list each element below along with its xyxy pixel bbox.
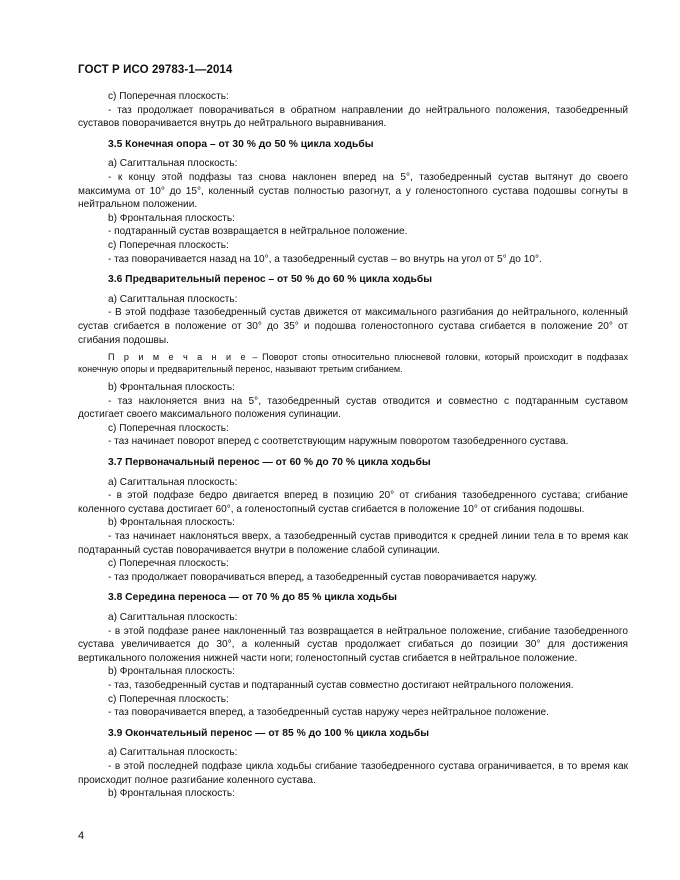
paragraph: b) Фронтальная плоскость: xyxy=(108,517,235,529)
paragraph: b) Фронтальная плоскость: xyxy=(108,666,235,678)
paragraph: - в этой подфазе бедро двигается вперед в позицию 20° от сгибания тазобедренного сустава; сгибание коленного сустава достигает 60°, а голеностопный сустав сгибается в положение 10° от сгибания подошвы. xyxy=(78,490,628,515)
paragraph: c) Поперечная плоскость: xyxy=(108,693,229,705)
note-text: – Поворот стопы относительно плюсневой головки, который происходит в подфазах конечную опоры и предварительный перенос, называют третьим сгибанием. xyxy=(78,352,628,375)
paragraph: а) Сагиттальная плоскость: xyxy=(108,158,238,170)
section-heading: 3.9 Окончательный перенос — от 85 % до 100 % цикла ходьбы xyxy=(108,727,430,739)
paragraph: а) Сагиттальная плоскость: xyxy=(108,747,238,759)
paragraph: - таз, тазобедренный сустав и подтаранный сустав совместно достигают нейтрального положения. xyxy=(108,679,574,691)
document-header: ГОСТ Р ИСО 29783-1—2014 xyxy=(78,64,233,76)
section-heading: 3.5 Конечная опора – от 30 % до 50 % цикла ходьбы xyxy=(108,138,374,150)
note-label: П р и м е ч а н и е xyxy=(108,352,248,363)
paragraph: - таз поворачивается назад на 10°, а тазобедренный сустав – во внутрь на угол от 5° до 10°. xyxy=(108,253,542,265)
page-number: 4 xyxy=(78,830,85,842)
paragraph: - таз начинает наклоняться вверх, а тазобедренный сустав приводится к средней линии тела в то время как подтаранный сустав поворачивается внутри в положение слабой супинации. xyxy=(78,531,628,556)
paragraph: b) Фронтальная плоскость: xyxy=(108,788,235,800)
paragraph: - к концу этой подфазы таз снова наклонен вперед на 5°, тазобедренный сустав вытянут до своего максимума от 10° до 15°, коленный сустав полностью разогнут, а у голеностопного сустава подошвы согнуты в нейтральном положении. xyxy=(78,171,628,211)
paragraph: c) Поперечная плоскость: xyxy=(108,239,229,251)
paragraph: b) Фронтальная плоскость: xyxy=(108,212,235,224)
paragraph: b) Фронтальная плоскость: xyxy=(108,382,235,394)
paragraph: - таз наклоняется вниз на 5°, тазобедренный сустав отводится и совместно с подтаранным суставом достигает своего максимального положения супинации. xyxy=(78,395,628,421)
note-paragraph xyxy=(78,351,628,375)
paragraph: c) Поперечная плоскость: xyxy=(108,422,229,434)
paragraph: - таз начинает поворот вперед с соответствующим наружным поворотом тазобедренного сустава. xyxy=(108,436,569,448)
paragraph: c) Поперечная плоскость: xyxy=(108,91,229,102)
section-heading: 3.7 Первоначальный перенос — от 60 % до 70 % цикла ходьбы xyxy=(108,457,431,469)
paragraph: - в этой последней подфазе цикла ходьбы сгибание тазобедренного сустава ограничивается, в то время как происходит полное разгибание коленного сустава. xyxy=(78,760,628,786)
document-body xyxy=(78,90,628,801)
paragraph: - таз продолжает поворачиваться вперед, а тазобедренный сустав поворачивается наружу. xyxy=(108,571,538,583)
paragraph: а) Сагиттальная плоскость: xyxy=(108,612,238,623)
section-heading: 3.6 Предварительный перенос – от 50 % до 60 % цикла ходьбы xyxy=(108,274,433,286)
paragraph: - В этой подфазе тазобедренный сустав движется от максимального разгибания до нейтрального, коленный сустав сгибается в положение от 30° до 35° и подошва голеностопного сустава сгибается в положение 20° от сгибания подошвы. xyxy=(78,307,628,346)
paragraph: - таз продолжает поворачиваться в обратном направлении до нейтрального положения, тазобедренный суставов поворачивается внутрь до нейтрального выравнивания. xyxy=(78,104,628,130)
paragraph: - подтаранный сустав возвращается в нейтральное положение. xyxy=(108,226,408,238)
paragraph: - таз поворачивается вперед, а тазобедренный сустав наружу через нейтральное положение. xyxy=(108,707,549,719)
paragraph: а) Сагиттальная плоскость: xyxy=(108,293,238,305)
paragraph: c) Поперечная плоскость: xyxy=(108,558,229,570)
paragraph: - в этой подфазе ранее наклоненный таз возвращается в нейтральное положение, сгибание тазобедренного сустава увеличивается до 30°, а коленный сустав продолжает сгибаться до позиции 30° для достижения вертикального положения нижней части ноги; голеностопный сустав сгибается в нейтральное положение. xyxy=(78,625,628,664)
paragraph: а) Сагиттальная плоскость: xyxy=(108,476,238,488)
section-heading: 3.8 Середина переноса — от 70 % до 85 % цикла ходьбы xyxy=(108,592,397,604)
